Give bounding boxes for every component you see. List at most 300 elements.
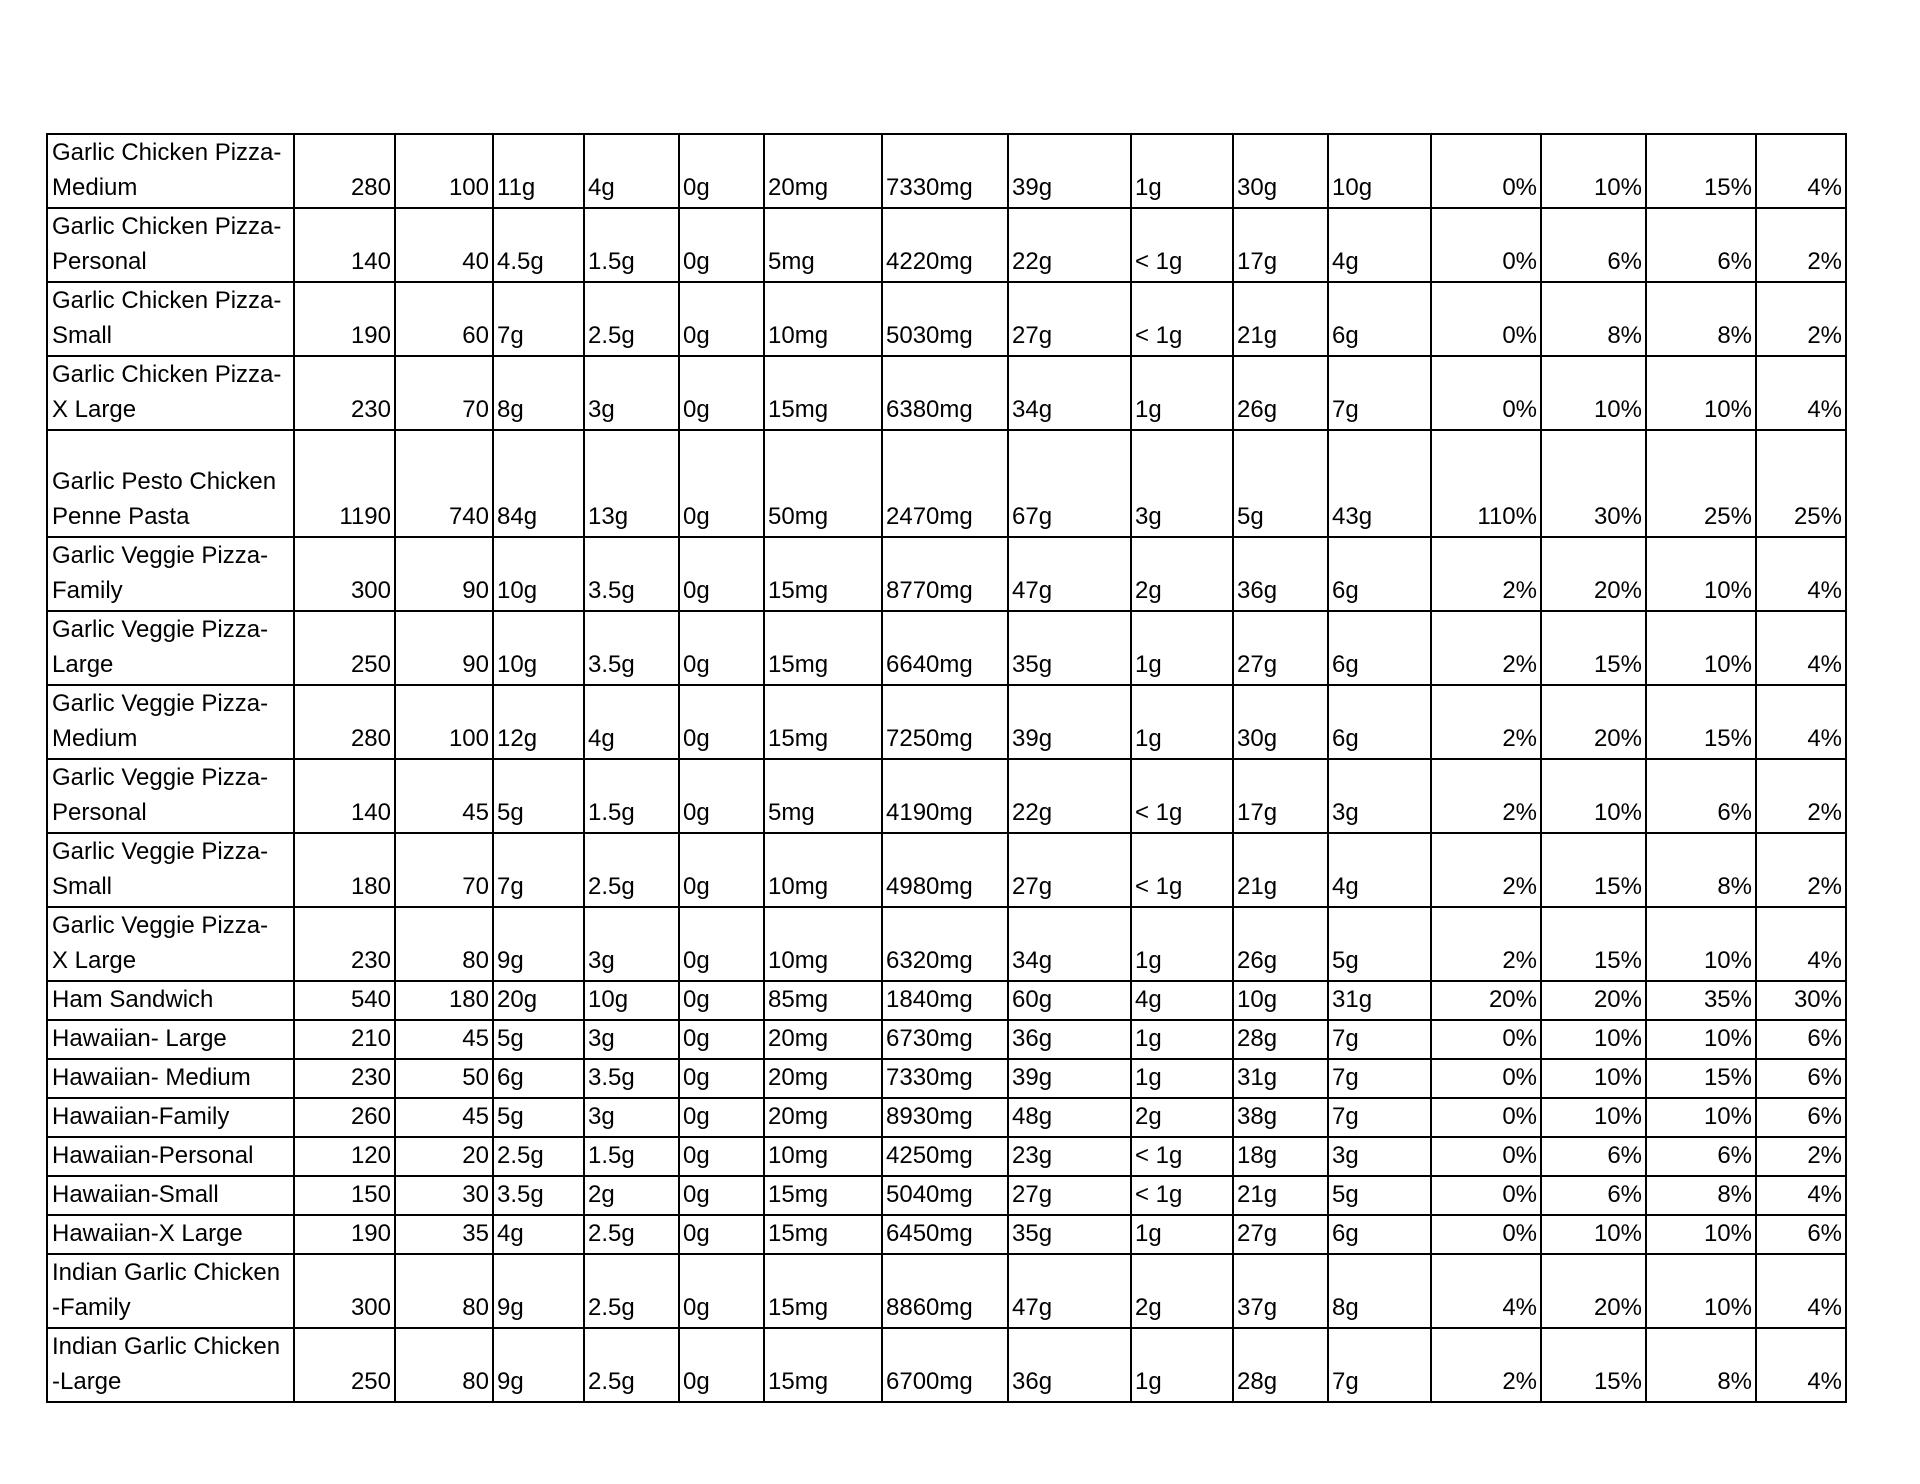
item-name-cell: Garlic Chicken Pizza-Personal <box>47 208 294 282</box>
table-cell: 10% <box>1646 356 1756 430</box>
table-cell: < 1g <box>1131 1176 1233 1215</box>
table-cell: 3.5g <box>584 611 679 685</box>
table-cell: 27g <box>1008 1176 1131 1215</box>
table-cell: 150 <box>294 1176 395 1215</box>
table-cell: 4% <box>1756 1176 1846 1215</box>
table-cell: 0g <box>679 685 764 759</box>
table-cell: 10g <box>1233 981 1328 1020</box>
table-cell: 140 <box>294 208 395 282</box>
table-cell: 8% <box>1646 1176 1756 1215</box>
table-cell: 10mg <box>764 833 882 907</box>
table-cell: 10g <box>493 537 584 611</box>
table-cell: 70 <box>395 356 493 430</box>
table-cell: 11g <box>493 134 584 208</box>
table-cell: 20 <box>395 1137 493 1176</box>
table-cell: 10% <box>1541 1098 1646 1137</box>
table-cell: 26g <box>1233 356 1328 430</box>
table-cell: 90 <box>395 611 493 685</box>
table-cell: 4% <box>1431 1254 1541 1328</box>
table-cell: 1.5g <box>584 1137 679 1176</box>
table-cell: 2% <box>1431 759 1541 833</box>
table-cell: 35g <box>1008 611 1131 685</box>
table-cell: 7g <box>1328 356 1431 430</box>
table-cell: 48g <box>1008 1098 1131 1137</box>
table-cell: 8% <box>1646 833 1756 907</box>
table-cell: 3g <box>584 356 679 430</box>
table-cell: 2.5g <box>584 1215 679 1254</box>
table-cell: 6380mg <box>882 356 1008 430</box>
table-cell: 100 <box>395 134 493 208</box>
table-cell: 10mg <box>764 282 882 356</box>
table-cell: 25% <box>1756 430 1846 537</box>
table-cell: 10% <box>1541 1059 1646 1098</box>
table-cell: 250 <box>294 611 395 685</box>
table-cell: 0% <box>1431 1098 1541 1137</box>
table-cell: 2g <box>1131 1098 1233 1137</box>
table-cell: 8860mg <box>882 1254 1008 1328</box>
table-cell: 4g <box>584 134 679 208</box>
table-cell: 0g <box>679 1059 764 1098</box>
table-cell: 9g <box>493 907 584 981</box>
table-cell: 3g <box>1328 759 1431 833</box>
item-name-cell: Hawaiian-Personal <box>47 1137 294 1176</box>
table-row <box>47 611 1846 685</box>
table-cell: 280 <box>294 685 395 759</box>
table-cell: 4% <box>1756 134 1846 208</box>
table-cell: 21g <box>1233 282 1328 356</box>
table-cell: 1g <box>1131 685 1233 759</box>
table-row <box>47 1098 1846 1137</box>
table-cell: 20mg <box>764 1098 882 1137</box>
table-cell: 20mg <box>764 1020 882 1059</box>
table-cell: 300 <box>294 537 395 611</box>
item-name-cell: Garlic Veggie Pizza-Personal <box>47 759 294 833</box>
table-cell: 17g <box>1233 208 1328 282</box>
table-cell: 8% <box>1646 282 1756 356</box>
table-row <box>47 537 1846 611</box>
table-cell: 45 <box>395 1098 493 1137</box>
table-cell: 2g <box>1131 537 1233 611</box>
table-cell: 140 <box>294 759 395 833</box>
table-cell: 260 <box>294 1098 395 1137</box>
table-row <box>47 356 1846 430</box>
table-cell: 2470mg <box>882 430 1008 537</box>
table-cell: 6% <box>1646 208 1756 282</box>
table-cell: 2% <box>1431 685 1541 759</box>
table-cell: 30 <box>395 1176 493 1215</box>
item-name-cell: Indian Garlic Chicken -Large <box>47 1328 294 1402</box>
table-cell: 5040mg <box>882 1176 1008 1215</box>
table-row <box>47 282 1846 356</box>
item-name-cell: Hawaiian-X Large <box>47 1215 294 1254</box>
table-cell: 6g <box>1328 1215 1431 1254</box>
table-cell: 10% <box>1541 356 1646 430</box>
table-cell: 6g <box>1328 537 1431 611</box>
table-cell: 6% <box>1756 1098 1846 1137</box>
table-cell: 7330mg <box>882 1059 1008 1098</box>
table-cell: 30g <box>1233 134 1328 208</box>
table-cell: 28g <box>1233 1328 1328 1402</box>
table-cell: 22g <box>1008 759 1131 833</box>
table-cell: 6% <box>1541 1137 1646 1176</box>
table-cell: 8g <box>493 356 584 430</box>
table-cell: 2.5g <box>493 1137 584 1176</box>
table-cell: 5030mg <box>882 282 1008 356</box>
table-cell: 67g <box>1008 430 1131 537</box>
table-cell: 4g <box>1328 833 1431 907</box>
table-cell: < 1g <box>1131 282 1233 356</box>
table-cell: 21g <box>1233 833 1328 907</box>
table-cell: 10g <box>1328 134 1431 208</box>
table-cell: 1g <box>1131 907 1233 981</box>
table-cell: 10% <box>1541 759 1646 833</box>
table-cell: 37g <box>1233 1254 1328 1328</box>
table-cell: 23g <box>1008 1137 1131 1176</box>
table-cell: 90 <box>395 537 493 611</box>
table-cell: 15% <box>1541 1328 1646 1402</box>
table-cell: 6450mg <box>882 1215 1008 1254</box>
table-cell: 8930mg <box>882 1098 1008 1137</box>
table-cell: 100 <box>395 685 493 759</box>
table-cell: 2% <box>1756 833 1846 907</box>
table-cell: 6640mg <box>882 611 1008 685</box>
table-cell: 47g <box>1008 537 1131 611</box>
table-cell: 8% <box>1646 1328 1756 1402</box>
table-cell: < 1g <box>1131 1137 1233 1176</box>
table-cell: 190 <box>294 1215 395 1254</box>
table-cell: 50mg <box>764 430 882 537</box>
table-cell: 30% <box>1541 430 1646 537</box>
table-cell: 31g <box>1328 981 1431 1020</box>
table-cell: 15% <box>1646 134 1756 208</box>
table-cell: 20% <box>1541 981 1646 1020</box>
table-cell: 5mg <box>764 208 882 282</box>
table-cell: 4% <box>1756 1328 1846 1402</box>
table-cell: 80 <box>395 1254 493 1328</box>
table-cell: 34g <box>1008 907 1131 981</box>
table-cell: 3.5g <box>584 537 679 611</box>
table-cell: 36g <box>1008 1328 1131 1402</box>
table-cell: 280 <box>294 134 395 208</box>
table-cell: 210 <box>294 1020 395 1059</box>
table-cell: 5g <box>1328 907 1431 981</box>
table-cell: 6g <box>1328 282 1431 356</box>
table-cell: 10% <box>1646 1215 1756 1254</box>
table-cell: 8770mg <box>882 537 1008 611</box>
table-cell: 180 <box>294 833 395 907</box>
table-row <box>47 1176 1846 1215</box>
table-cell: 3g <box>1328 1137 1431 1176</box>
table-cell: 3g <box>584 1098 679 1137</box>
table-cell: 2% <box>1756 208 1846 282</box>
table-cell: 1g <box>1131 1020 1233 1059</box>
table-cell: 0g <box>679 134 764 208</box>
item-name-cell: Ham Sandwich <box>47 981 294 1020</box>
table-row <box>47 1020 1846 1059</box>
item-name-cell: Garlic Chicken Pizza-Medium <box>47 134 294 208</box>
table-cell: 1g <box>1131 134 1233 208</box>
table-cell: 5g <box>1233 430 1328 537</box>
table-cell: 10% <box>1541 1020 1646 1059</box>
table-cell: 10% <box>1541 1215 1646 1254</box>
table-cell: 15mg <box>764 1176 882 1215</box>
table-cell: 0g <box>679 1328 764 1402</box>
table-cell: 35g <box>1008 1215 1131 1254</box>
table-cell: 84g <box>493 430 584 537</box>
table-cell: 0g <box>679 430 764 537</box>
table-cell: 6% <box>1756 1020 1846 1059</box>
table-cell: 34g <box>1008 356 1131 430</box>
table-cell: 1190 <box>294 430 395 537</box>
table-cell: 1g <box>1131 1215 1233 1254</box>
table-cell: 35 <box>395 1215 493 1254</box>
table-cell: 0g <box>679 1176 764 1215</box>
table-cell: 40 <box>395 208 493 282</box>
table-cell: 7g <box>1328 1098 1431 1137</box>
table-cell: 15% <box>1541 907 1646 981</box>
table-cell: 0g <box>679 1020 764 1059</box>
table-cell: 10% <box>1646 907 1756 981</box>
table-cell: 15% <box>1646 1059 1756 1098</box>
table-cell: 9g <box>493 1328 584 1402</box>
table-cell: 10% <box>1646 1254 1756 1328</box>
table-cell: 0% <box>1431 1215 1541 1254</box>
table-cell: 230 <box>294 907 395 981</box>
table-cell: 10g <box>584 981 679 1020</box>
table-cell: 5g <box>493 1098 584 1137</box>
table-cell: 8% <box>1541 282 1646 356</box>
table-cell: 15mg <box>764 1254 882 1328</box>
item-name-cell: Garlic Veggie Pizza-Family <box>47 537 294 611</box>
table-cell: 0g <box>679 1215 764 1254</box>
table-cell: 5mg <box>764 759 882 833</box>
table-cell: 10g <box>493 611 584 685</box>
table-cell: 7250mg <box>882 685 1008 759</box>
table-cell: 2.5g <box>584 833 679 907</box>
table-cell: 43g <box>1328 430 1431 537</box>
table-cell: 10mg <box>764 907 882 981</box>
table-cell: 39g <box>1008 685 1131 759</box>
table-cell: 4% <box>1756 537 1846 611</box>
table-cell: 6g <box>1328 611 1431 685</box>
table-cell: 4g <box>493 1215 584 1254</box>
table-cell: 2% <box>1431 833 1541 907</box>
table-cell: 4% <box>1756 356 1846 430</box>
table-cell: 230 <box>294 1059 395 1098</box>
table-cell: 3.5g <box>493 1176 584 1215</box>
table-row <box>47 981 1846 1020</box>
table-cell: 15mg <box>764 1328 882 1402</box>
table-row <box>47 907 1846 981</box>
table-cell: 15mg <box>764 611 882 685</box>
table-cell: 2% <box>1431 611 1541 685</box>
table-cell: 3.5g <box>584 1059 679 1098</box>
nutrition-table <box>46 133 1847 1403</box>
table-cell: 1.5g <box>584 759 679 833</box>
table-cell: 5g <box>493 1020 584 1059</box>
table-cell: 85mg <box>764 981 882 1020</box>
table-cell: 3g <box>584 1020 679 1059</box>
table-cell: 1.5g <box>584 208 679 282</box>
table-cell: < 1g <box>1131 833 1233 907</box>
table-cell: 10% <box>1541 134 1646 208</box>
table-cell: 45 <box>395 1020 493 1059</box>
table-cell: 0% <box>1431 356 1541 430</box>
table-cell: 8g <box>1328 1254 1431 1328</box>
table-cell: 36g <box>1233 537 1328 611</box>
table-cell: 26g <box>1233 907 1328 981</box>
table-cell: 4190mg <box>882 759 1008 833</box>
table-cell: 39g <box>1008 1059 1131 1098</box>
table-cell: 15% <box>1646 685 1756 759</box>
table-cell: 20mg <box>764 134 882 208</box>
table-row <box>47 833 1846 907</box>
table-cell: 4% <box>1756 1254 1846 1328</box>
table-cell: 10% <box>1646 611 1756 685</box>
table-cell: 4250mg <box>882 1137 1008 1176</box>
table-cell: 20% <box>1541 685 1646 759</box>
item-name-cell: Indian Garlic Chicken -Family <box>47 1254 294 1328</box>
table-cell: 2% <box>1431 907 1541 981</box>
table-cell: 36g <box>1008 1020 1131 1059</box>
table-cell: 0g <box>679 759 764 833</box>
table-cell: 0% <box>1431 282 1541 356</box>
table-cell: < 1g <box>1131 759 1233 833</box>
table-cell: 6g <box>1328 685 1431 759</box>
table-cell: 80 <box>395 1328 493 1402</box>
table-cell: 60 <box>395 282 493 356</box>
table-cell: 7g <box>493 833 584 907</box>
table-cell: 2.5g <box>584 1254 679 1328</box>
table-cell: 10% <box>1646 1020 1756 1059</box>
table-cell: 0g <box>679 1137 764 1176</box>
table-cell: 20g <box>493 981 584 1020</box>
table-cell: 6% <box>1541 208 1646 282</box>
table-cell: 7g <box>1328 1020 1431 1059</box>
table-cell: 0g <box>679 537 764 611</box>
table-cell: 0g <box>679 833 764 907</box>
item-name-cell: Hawaiian-Family <box>47 1098 294 1137</box>
table-cell: 6% <box>1646 1137 1756 1176</box>
table-row <box>47 759 1846 833</box>
table-cell: 15% <box>1541 611 1646 685</box>
table-cell: 3g <box>584 907 679 981</box>
table-cell: 7g <box>1328 1328 1431 1402</box>
table-cell: 1g <box>1131 611 1233 685</box>
table-cell: 4g <box>584 685 679 759</box>
table-cell: 0g <box>679 356 764 430</box>
table-cell: 15mg <box>764 685 882 759</box>
table-cell: 2% <box>1756 759 1846 833</box>
item-name-cell: Hawaiian- Medium <box>47 1059 294 1098</box>
table-cell: 4% <box>1756 611 1846 685</box>
table-cell: 1g <box>1131 1328 1233 1402</box>
table-cell: 1g <box>1131 1059 1233 1098</box>
item-name-cell: Garlic Veggie Pizza-Small <box>47 833 294 907</box>
table-cell: 0g <box>679 208 764 282</box>
table-row <box>47 685 1846 759</box>
table-cell: 70 <box>395 833 493 907</box>
table-cell: 4g <box>1131 981 1233 1020</box>
table-cell: 2% <box>1431 1328 1541 1402</box>
table-cell: 80 <box>395 907 493 981</box>
table-cell: 6% <box>1756 1215 1846 1254</box>
table-cell: 50 <box>395 1059 493 1098</box>
item-name-cell: Garlic Veggie Pizza- X Large <box>47 907 294 981</box>
table-cell: 2g <box>584 1176 679 1215</box>
table-cell: 22g <box>1008 208 1131 282</box>
table-cell: 0% <box>1431 208 1541 282</box>
table-cell: 60g <box>1008 981 1131 1020</box>
table-cell: 740 <box>395 430 493 537</box>
table-row <box>47 430 1846 537</box>
table-cell: 6730mg <box>882 1020 1008 1059</box>
table-cell: 4220mg <box>882 208 1008 282</box>
table-cell: 0% <box>1431 1020 1541 1059</box>
table-cell: 250 <box>294 1328 395 1402</box>
table-cell: 1g <box>1131 356 1233 430</box>
table-cell: 12g <box>493 685 584 759</box>
table-cell: 27g <box>1008 833 1131 907</box>
table-cell: 190 <box>294 282 395 356</box>
table-cell: 6320mg <box>882 907 1008 981</box>
table-cell: 20% <box>1431 981 1541 1020</box>
table-cell: 38g <box>1233 1098 1328 1137</box>
table-cell: < 1g <box>1131 208 1233 282</box>
item-name-cell: Hawaiian- Large <box>47 1020 294 1059</box>
table-row <box>47 1215 1846 1254</box>
table-cell: 45 <box>395 759 493 833</box>
item-name-cell: Garlic Pesto Chicken Penne Pasta <box>47 430 294 537</box>
table-cell: 7g <box>1328 1059 1431 1098</box>
table-cell: 2% <box>1431 537 1541 611</box>
table-cell: 6% <box>1646 759 1756 833</box>
table-cell: 28g <box>1233 1020 1328 1059</box>
table-cell: 230 <box>294 356 395 430</box>
table-cell: 10mg <box>764 1137 882 1176</box>
table-cell: 4980mg <box>882 833 1008 907</box>
table-cell: 540 <box>294 981 395 1020</box>
table-cell: 0g <box>679 981 764 1020</box>
table-cell: 10% <box>1646 1098 1756 1137</box>
table-cell: 7330mg <box>882 134 1008 208</box>
table-row <box>47 134 1846 208</box>
table-cell: 39g <box>1008 134 1131 208</box>
table-cell: 15% <box>1541 833 1646 907</box>
table-cell: 10% <box>1646 537 1756 611</box>
table-cell: 0% <box>1431 1137 1541 1176</box>
table-cell: 35% <box>1646 981 1756 1020</box>
table-cell: 27g <box>1008 282 1131 356</box>
table-cell: 5g <box>1328 1176 1431 1215</box>
table-cell: 6% <box>1541 1176 1646 1215</box>
table-cell: 1840mg <box>882 981 1008 1020</box>
table-cell: 30g <box>1233 685 1328 759</box>
table-cell: 31g <box>1233 1059 1328 1098</box>
table-cell: 4g <box>1328 208 1431 282</box>
table-cell: 15mg <box>764 537 882 611</box>
table-cell: 0g <box>679 1098 764 1137</box>
table-cell: 15mg <box>764 1215 882 1254</box>
table-cell: 27g <box>1233 1215 1328 1254</box>
table-cell: 7g <box>493 282 584 356</box>
table-cell: 0% <box>1431 1059 1541 1098</box>
table-cell: 0g <box>679 1254 764 1328</box>
table-cell: 2% <box>1756 1137 1846 1176</box>
table-cell: 30% <box>1756 981 1846 1020</box>
item-name-cell: Hawaiian-Small <box>47 1176 294 1215</box>
table-cell: 27g <box>1233 611 1328 685</box>
